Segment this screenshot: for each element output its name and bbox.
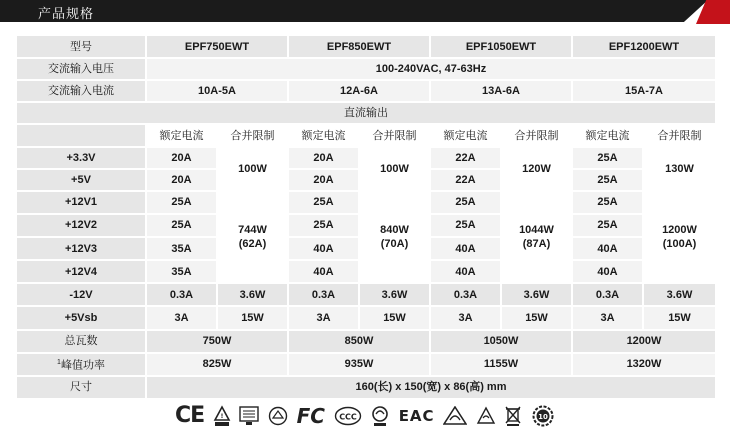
model-name: EPF750EWT bbox=[146, 35, 288, 58]
total-watts-value: 1200W bbox=[572, 330, 716, 353]
combined-12v-amps: (100A) bbox=[662, 238, 697, 251]
ccc-text: CCC bbox=[338, 412, 357, 422]
rated-current-value: 40A bbox=[288, 260, 359, 283]
combined-limit-value bbox=[501, 191, 572, 284]
dimensions-label: 尺寸 bbox=[16, 376, 146, 399]
total-watts-value: 1050W bbox=[430, 330, 572, 353]
rohs-icon bbox=[370, 405, 390, 427]
dimensions-row bbox=[16, 376, 716, 399]
rail-5vsb-row bbox=[16, 306, 716, 329]
rated-current-value: 25A bbox=[430, 214, 501, 237]
rated-current-value: 35A bbox=[146, 260, 217, 283]
spec-title-bar bbox=[0, 0, 730, 24]
total-watts-row bbox=[16, 330, 716, 353]
combined-limit-value: 3.6W bbox=[501, 283, 572, 306]
fcc-icon: FC bbox=[296, 404, 325, 428]
spec-table bbox=[15, 34, 717, 400]
ac-current-value: 12A-6A bbox=[288, 80, 430, 102]
model-name: EPF1050EWT bbox=[430, 35, 572, 58]
rated-current-value: 25A bbox=[572, 147, 643, 169]
rated-current-header: 额定电流 bbox=[572, 124, 643, 146]
combined-limit-value: 15W bbox=[217, 306, 288, 329]
svg-text:10: 10 bbox=[538, 413, 548, 421]
rated-current-value: 3A bbox=[146, 306, 217, 329]
peak-power-value: 935W bbox=[288, 353, 430, 376]
combined-limit-value: 3.6W bbox=[643, 283, 716, 306]
crossed-bin-icon bbox=[504, 405, 522, 427]
total-watts-value: 850W bbox=[288, 330, 430, 353]
combined-12v-amps: (70A) bbox=[380, 238, 409, 251]
combined-limit-value: 130W bbox=[643, 147, 716, 191]
rated-current-value: 20A bbox=[146, 147, 217, 169]
combined-limit-value: 3.6W bbox=[217, 283, 288, 306]
rated-current-value: 3A bbox=[572, 306, 643, 329]
rail-label: +3.3V bbox=[16, 147, 146, 169]
rated-current-value: 20A bbox=[146, 169, 217, 191]
eac-icon: EAC bbox=[398, 406, 435, 425]
rated-current-value: 35A bbox=[146, 237, 217, 260]
rcm-icon bbox=[443, 406, 467, 426]
rated-current-header: 额定电流 bbox=[430, 124, 501, 146]
rated-current-value: 3A bbox=[288, 306, 359, 329]
rail-label: +12V2 bbox=[16, 214, 146, 237]
combined-limit-value bbox=[217, 191, 288, 284]
rated-current-value: 25A bbox=[572, 214, 643, 237]
rail-12v1-row bbox=[16, 191, 716, 214]
ac-current-row bbox=[16, 80, 716, 102]
rail-label: -12V bbox=[16, 283, 146, 306]
rated-current-value: 40A bbox=[430, 260, 501, 283]
rated-current-value: 40A bbox=[288, 237, 359, 260]
rated-current-header: 额定电流 bbox=[146, 124, 217, 146]
peak-power-value: 825W bbox=[146, 353, 288, 376]
rated-current-value: 20A bbox=[288, 147, 359, 169]
rated-current-value: 25A bbox=[288, 191, 359, 214]
rated-current-value: 40A bbox=[430, 237, 501, 260]
ac-voltage-row bbox=[16, 58, 716, 80]
footnote-mark: 1 bbox=[57, 358, 61, 366]
rated-current-value: 25A bbox=[146, 214, 217, 237]
rated-current-value: 20A bbox=[288, 169, 359, 191]
combined-limit-header: 合并限制 bbox=[359, 124, 430, 146]
rated-current-value: 40A bbox=[572, 260, 643, 283]
rated-current-value: 25A bbox=[572, 191, 643, 214]
ac-current-label: 交流输入电流 bbox=[16, 80, 146, 102]
rated-current-value: 25A bbox=[430, 191, 501, 214]
rated-current-value: 22A bbox=[430, 147, 501, 169]
peak-power-row bbox=[16, 353, 716, 376]
combined-limit-value: 100W bbox=[217, 147, 288, 191]
certification-strip bbox=[175, 402, 555, 430]
dc-output-title-row bbox=[16, 102, 716, 124]
combined-limit-header: 合并限制 bbox=[643, 124, 716, 146]
rated-current-value: 22A bbox=[430, 169, 501, 191]
combined-12v-watts: 744W bbox=[238, 224, 267, 237]
rated-current-value: 40A bbox=[572, 237, 643, 260]
combined-12v-watts: 1044W bbox=[519, 224, 554, 237]
rated-current-header: 额定电流 bbox=[288, 124, 359, 146]
spec-title: 产品规格 bbox=[38, 6, 95, 21]
efficiency-10-icon bbox=[531, 405, 555, 427]
combined-limit-value: 15W bbox=[359, 306, 430, 329]
rated-current-value: 0.3A bbox=[288, 283, 359, 306]
peak-power-value: 1320W bbox=[572, 353, 716, 376]
combined-limit-value bbox=[643, 191, 716, 284]
weee-icon bbox=[213, 405, 231, 427]
combined-limit-header: 合并限制 bbox=[217, 124, 288, 146]
ac-current-value: 10A-5A bbox=[146, 80, 288, 102]
combined-limit-value: 15W bbox=[501, 306, 572, 329]
dc-subheader-row bbox=[16, 124, 716, 146]
rail-label: +12V1 bbox=[16, 191, 146, 214]
total-watts-label: 总瓦数 bbox=[16, 330, 146, 353]
dc-output-title: 直流输出 bbox=[16, 102, 716, 124]
rated-current-value: 25A bbox=[146, 191, 217, 214]
title-bar-background bbox=[0, 0, 708, 22]
peak-power-label: 峰值功率 bbox=[60, 359, 105, 372]
rail-33v-row bbox=[16, 147, 716, 169]
combined-limit-value: 15W bbox=[643, 306, 716, 329]
ac-current-value: 13A-6A bbox=[430, 80, 572, 102]
ac-voltage-label: 交流输入电压 bbox=[16, 58, 146, 80]
warning-triangle-icon bbox=[476, 406, 496, 426]
ac-current-value: 15A-7A bbox=[572, 80, 716, 102]
rated-current-value: 0.3A bbox=[430, 283, 501, 306]
combined-limit-value: 100W bbox=[359, 147, 430, 191]
peak-power-value: 1155W bbox=[430, 353, 572, 376]
rail-label: +5V bbox=[16, 169, 146, 191]
rail-neg12v-row bbox=[16, 283, 716, 306]
energy-icon bbox=[268, 406, 288, 426]
model-name: EPF1200EWT bbox=[572, 35, 716, 58]
empty-cell bbox=[16, 124, 146, 146]
ce-mark: CE bbox=[175, 403, 205, 428]
combined-limit-value: 120W bbox=[501, 147, 572, 191]
rated-current-value: 0.3A bbox=[146, 283, 217, 306]
total-watts-value: 750W bbox=[146, 330, 288, 353]
rail-label: +12V3 bbox=[16, 237, 146, 260]
safety-mark-icon bbox=[239, 405, 259, 427]
model-header-row bbox=[16, 35, 716, 58]
combined-12v-watts: 840W bbox=[380, 224, 409, 237]
combined-12v-amps: (62A) bbox=[238, 238, 267, 251]
dimensions-value: 160(长) x 150(宽) x 86(高) mm bbox=[146, 376, 716, 399]
combined-limit-value: 3.6W bbox=[359, 283, 430, 306]
combined-12v-amps: (87A) bbox=[522, 238, 551, 251]
rated-current-value: 0.3A bbox=[572, 283, 643, 306]
combined-limit-header: 合并限制 bbox=[501, 124, 572, 146]
rail-label: +5Vsb bbox=[16, 306, 146, 329]
rated-current-value: 25A bbox=[572, 169, 643, 191]
ccc-icon bbox=[334, 406, 362, 426]
rated-current-value: 25A bbox=[288, 214, 359, 237]
combined-limit-value bbox=[359, 191, 430, 284]
model-name: EPF850EWT bbox=[288, 35, 430, 58]
peak-power-label-cell bbox=[16, 353, 146, 376]
model-label: 型号 bbox=[16, 35, 146, 58]
svg-text:!: ! bbox=[220, 413, 224, 420]
rated-current-value: 3A bbox=[430, 306, 501, 329]
ac-voltage-value: 100-240VAC, 47-63Hz bbox=[146, 58, 716, 80]
combined-12v-watts: 1200W bbox=[662, 224, 697, 237]
rail-label: +12V4 bbox=[16, 260, 146, 283]
